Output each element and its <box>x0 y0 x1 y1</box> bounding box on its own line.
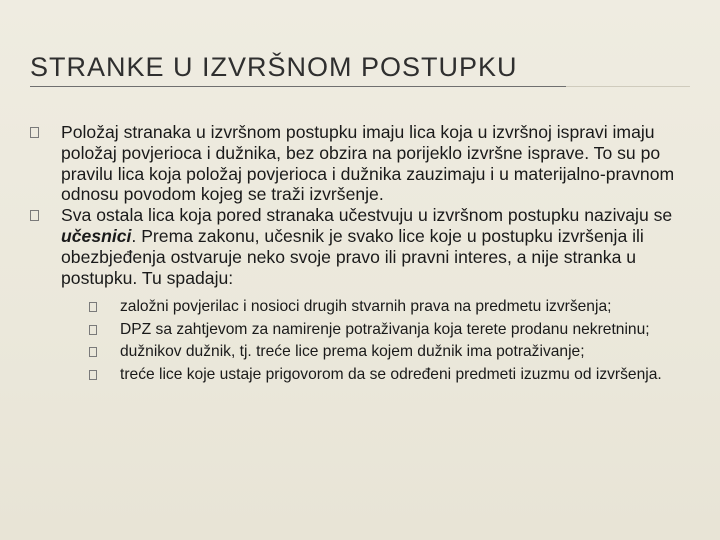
slide-title: STRANKE U IZVRŠNOM POSTUPKU <box>30 52 518 82</box>
sub-bullet-list <box>89 298 702 384</box>
bullet-item <box>30 205 702 288</box>
square-bullet-icon <box>30 127 39 138</box>
bullet-text-part: Sva ostala lica koja pored stranaka učestvuju u izvršnom postupku nazivaju se <box>61 205 673 226</box>
slide-body <box>30 122 702 388</box>
sub-bullet-item <box>89 321 702 339</box>
bullet-text-part: . Prema zakonu, učesnik je svako lice koje u postupku izvršenja ili obezbjeđenja ostvaruje neko svoje pravo ili pravni interes, a nije stranka u postupku. Tu spadaju: <box>61 225 644 288</box>
square-bullet-icon <box>89 370 97 380</box>
bullet-item <box>30 122 702 205</box>
title-underline <box>30 86 566 87</box>
sub-bullet-text: dužnikov dužnik, tj. treće lice prema kojem dužnik ima potraživanje; <box>120 343 585 361</box>
sub-bullet-text: treće lice koje ustaje prigovorom da se određeni predmeti izuzmu od izvršenja. <box>120 365 662 383</box>
bullet-text: Položaj stranaka u izvršnom postupku imaju lica koja u izvršnoj ispravi imaju položaj povjerioca i dužnika, bez obzira na porijeklo izvršne isprave. To su po pravilu lica koja položaj povjerioca i dužnika zauzimaju i u materijalno-pravnom odnosu povodom kojeg se traži izvršenje. <box>61 122 675 205</box>
square-bullet-icon <box>89 325 97 335</box>
sub-bullet-text: DPZ sa zahtjevom za namirenje potraživanja koja terete prodanu nekretninu; <box>120 320 650 338</box>
sub-bullet-text: založni povjerilac i nosioci drugih stvarnih prava na predmetu izvršenja; <box>120 298 612 316</box>
title-underline-extension <box>566 86 690 87</box>
sub-bullet-item <box>89 298 702 316</box>
bullet-text <box>61 205 672 287</box>
sub-bullet-item <box>89 343 702 361</box>
sub-bullet-item <box>89 366 702 384</box>
square-bullet-icon <box>30 210 39 221</box>
emphasized-term: učesnici <box>61 225 132 246</box>
square-bullet-icon <box>89 347 97 357</box>
square-bullet-icon <box>89 302 97 312</box>
